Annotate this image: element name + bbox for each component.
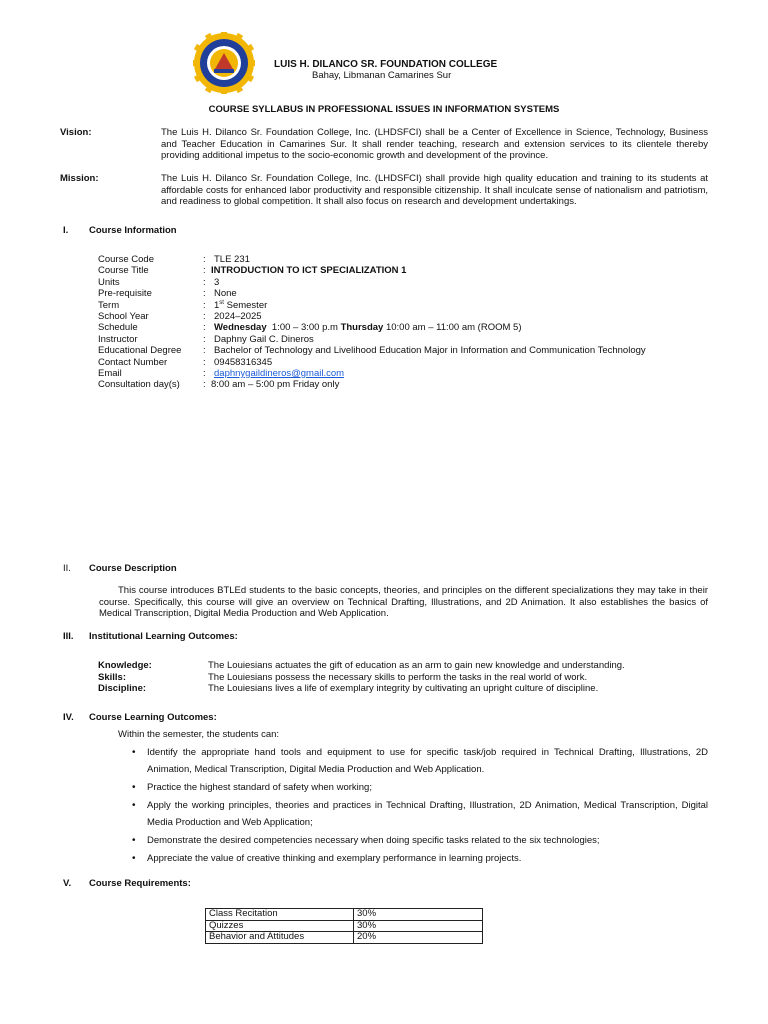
clo-item-text: Practice the highest standard of safety when working;: [147, 782, 372, 793]
ilo-discipline-label: Discipline:: [98, 683, 147, 694]
requirement-item: Class Recitation: [206, 909, 354, 921]
term-label: Term: [98, 299, 120, 311]
mission-label: Mission:: [60, 173, 99, 184]
schedule-label: Schedule: [98, 322, 138, 334]
colon: :: [203, 367, 206, 379]
term-value: [214, 300, 267, 312]
college-name: LUIS H. DILANCO SR. FOUNDATION COLLEGE: [274, 59, 498, 70]
section-3-title: Institutional Learning Outcomes:: [89, 631, 238, 642]
colon: :: [203, 379, 206, 391]
requirement-item: Behavior and Attitudes: [206, 932, 354, 944]
section-2-number: II.: [63, 563, 71, 574]
schedule-day-2: Thursday: [340, 322, 384, 334]
ilo-knowledge-label: Knowledge:: [98, 660, 152, 671]
consultation-label: Consultation day(s): [98, 379, 180, 391]
schedule-day-1: Wednesday: [214, 322, 267, 334]
course-description: This course introduces BTLEd students to the basic concepts, theories, and principles on the different specializations they may take in their course. Specifically, this course will give an overview on Technical Drafting, Illustrations, and 2D Animation. It also establishes the basics of Medical Transcription, Digital Media Production and Web Application.: [99, 585, 708, 619]
ilo-discipline-text: The Louiesians lives a life of exemplary integrity by cultivating an upright culture of discipline.: [208, 683, 599, 694]
degree-label: Educational Degree: [98, 345, 182, 357]
section-1-title: Course Information: [89, 225, 177, 236]
list-item: [132, 744, 708, 778]
section-3-number: III.: [63, 631, 74, 642]
schedule-time-1: 1:00 – 3:00 p.m: [266, 322, 341, 334]
section-4-number: IV.: [63, 712, 74, 723]
vision-label: Vision:: [60, 127, 92, 138]
school-year-label: School Year: [98, 310, 149, 322]
section-5-title: Course Requirements:: [89, 878, 191, 889]
list-item: [132, 779, 708, 796]
course-title-value: INTRODUCTION TO ICT SPECIALIZATION 1: [211, 265, 407, 277]
vision-text: The Luis H. Dilanco Sr. Foundation College, Inc. (LHDSFCI) shall be a Center of Excellence in Science, Technology, Business and Teacher Education in Camarines Sur. It shall render teaching, research and extension services to its clientele thereby providing additional impetus to the socio-economic growth and development of the province.: [161, 127, 708, 161]
bullet: •: [132, 835, 136, 846]
list-item: [132, 832, 708, 849]
instructor-label: Instructor: [98, 333, 138, 345]
bullet: •: [132, 782, 136, 793]
colon: :: [203, 276, 206, 288]
college-address: Bahay, Libmanan Camarines Sur: [312, 70, 452, 81]
units-value: 3: [214, 276, 220, 288]
colon: :: [203, 333, 206, 345]
course-code-value: TLE 231: [214, 254, 250, 265]
term-text: Semester: [223, 299, 268, 311]
ilo-skills-label: Skills:: [98, 671, 126, 683]
syllabus-title: COURSE SYLLABUS IN PROFESSIONAL ISSUES IN INFORMATION SYSTEMS: [208, 104, 560, 115]
requirement-percent: 20%: [354, 932, 483, 944]
section-2-title: Course Description: [89, 563, 177, 574]
ilo-knowledge-text: The Louiesians actuates the gift of education as an arm to gain new knowledge and understanding.: [208, 660, 625, 671]
mission-text: The Luis H. Dilanco Sr. Foundation College, Inc. (LHDSFCI) shall provide high quality education and training to its students at affordable costs for enhanced labor productivity and responsible citizenship. It shall inculcate sense of nationalism and patriotism, and readiness to global competition. It shall also focus on research and development undertakings.: [161, 173, 708, 207]
requirement-percent: 30%: [354, 920, 483, 932]
contact-value: 09458316345: [214, 356, 273, 368]
requirement-item: Quizzes: [206, 920, 354, 932]
ilo-skills-text: The Louiesians possess the necessary skills to perform the tasks in the real world of work.: [208, 671, 588, 683]
list-item: [132, 850, 708, 867]
email-label: Email: [98, 367, 122, 379]
table-row: [206, 932, 483, 944]
degree-value: Bachelor of Technology and Livelihood Education Major in Information and Communication Technology: [214, 345, 646, 357]
clo-item-text: Apply the working principles, theories and practices in Technical Drafting, Illustration, 2D Animation, Medical Transcription, Digital Media Production and Web Application;: [147, 800, 708, 828]
college-seal-icon: [193, 32, 255, 94]
section-4-title: Course Learning Outcomes:: [89, 712, 217, 723]
term-ordinal: st: [219, 299, 224, 306]
table-row: [206, 920, 483, 932]
requirements-table: [205, 908, 483, 944]
clo-item-text: Identify the appropriate hand tools and equipment to use for specific task/job required in Technical Drafting, Illustrations, 2D Animation, Medical Transcription, Digital Media Production and Web Application.: [147, 747, 708, 775]
consultation-value: 8:00 am – 5:00 pm Friday only: [211, 379, 340, 391]
colon: :: [203, 299, 206, 311]
colon: :: [203, 356, 206, 368]
colon: :: [203, 310, 206, 322]
contact-label: Contact Number: [98, 356, 168, 368]
colon: :: [203, 254, 206, 265]
clo-item-text: Appreciate the value of creative thinking and exemplary performance in learning projects.: [147, 853, 522, 864]
course-code-label: Course Code: [98, 254, 154, 265]
colon: :: [203, 265, 206, 277]
colon: :: [203, 322, 206, 334]
colon: :: [203, 288, 206, 300]
units-label: Units: [98, 276, 120, 288]
section-1-number: I.: [63, 225, 69, 236]
clo-intro: Within the semester, the students can:: [118, 729, 280, 740]
table-row: [206, 909, 483, 921]
clo-list: [132, 744, 708, 868]
schedule-value: [214, 322, 522, 334]
prerequisite-value: None: [214, 288, 237, 300]
requirement-percent: 30%: [354, 909, 483, 921]
instructor-value: Daphny Gail C. Dineros: [214, 333, 314, 345]
term-number: 1: [214, 299, 220, 311]
section-5-number: V.: [63, 878, 72, 889]
list-item: [132, 797, 708, 831]
prerequisite-label: Pre-requisite: [98, 288, 152, 300]
clo-item-text: Demonstrate the desired competencies necessary when doing specific tasks related to the six technologies;: [147, 835, 600, 846]
email-link[interactable]: daphnygaildineros@gmail.com: [214, 367, 345, 379]
course-title-label: Course Title: [98, 265, 149, 277]
bullet: •: [132, 853, 136, 864]
school-year-value: 2024–2025: [214, 310, 262, 322]
bullet: •: [132, 800, 136, 811]
schedule-time-2: 10:00 am – 11:00 am (ROOM 5): [383, 322, 522, 334]
colon: :: [203, 345, 206, 357]
bullet: •: [132, 747, 136, 758]
